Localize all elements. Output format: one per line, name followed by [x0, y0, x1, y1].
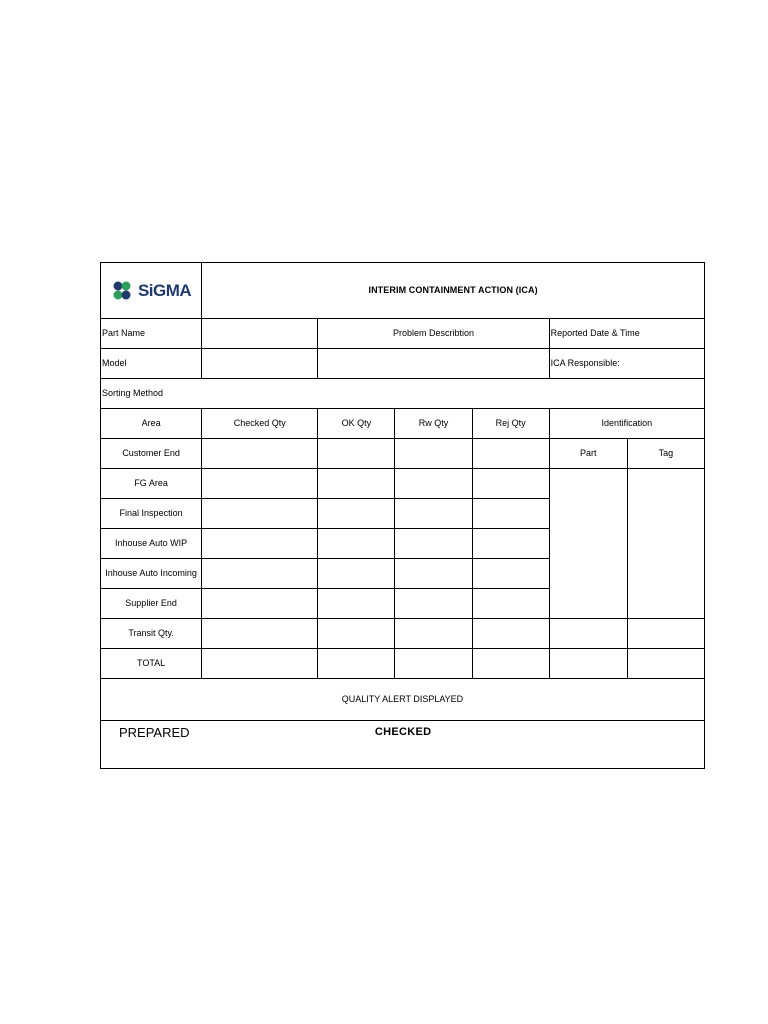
sorting-method-label: Sorting Method [101, 379, 705, 409]
cell[interactable] [318, 589, 395, 619]
row-label: Final Inspection [101, 499, 202, 529]
logo-cell [101, 263, 202, 319]
form-title: INTERIM CONTAINMENT ACTION (ICA) [202, 263, 705, 319]
prepared-label [101, 721, 318, 769]
cell[interactable] [318, 469, 395, 499]
row-label: Customer End [101, 439, 202, 469]
cell[interactable] [202, 529, 318, 559]
sigma-logo [102, 280, 200, 302]
cell[interactable] [318, 499, 395, 529]
reported-date-label: Reported Date & Time [549, 319, 704, 349]
sigma-logo-icon [111, 280, 133, 302]
cell[interactable] [472, 619, 549, 649]
checked-text: CHECKED [374, 726, 432, 738]
cell[interactable] [472, 529, 549, 559]
cell[interactable] [395, 469, 472, 499]
cell[interactable] [472, 439, 549, 469]
problem-description-field[interactable] [318, 349, 549, 379]
model-label: Model [101, 349, 202, 379]
cell[interactable] [395, 499, 472, 529]
prepared-text: PREPARED [119, 725, 190, 740]
cell[interactable] [472, 649, 549, 679]
table-row [101, 469, 705, 499]
identification-tag-cell[interactable] [627, 469, 704, 619]
cell[interactable] [202, 499, 318, 529]
cell[interactable] [472, 469, 549, 499]
row-label: Supplier End [101, 589, 202, 619]
cell[interactable] [318, 649, 395, 679]
table-header-row [101, 409, 705, 439]
cell[interactable] [202, 469, 318, 499]
cell[interactable] [472, 499, 549, 529]
problem-description-label: Problem Describtion [318, 319, 549, 349]
cell[interactable] [395, 649, 472, 679]
cell[interactable] [202, 559, 318, 589]
cell[interactable] [549, 649, 627, 679]
cell[interactable] [395, 529, 472, 559]
cell[interactable] [627, 619, 704, 649]
col-identification-part: Part [549, 439, 627, 469]
row-label: TOTAL [101, 649, 202, 679]
col-identification-tag: Tag [627, 439, 704, 469]
cell[interactable] [395, 619, 472, 649]
table-row [101, 439, 705, 469]
ica-form [100, 262, 705, 769]
cell[interactable] [202, 649, 318, 679]
model-field[interactable] [202, 349, 318, 379]
cell[interactable] [549, 619, 627, 649]
table-row [101, 619, 705, 649]
identification-part-cell[interactable] [549, 469, 627, 619]
cell[interactable] [318, 559, 395, 589]
row-label: Inhouse Auto WIP [101, 529, 202, 559]
cell[interactable] [318, 619, 395, 649]
col-checked-qty: Checked Qty [202, 409, 318, 439]
cell[interactable] [318, 529, 395, 559]
row-label: FG Area [101, 469, 202, 499]
col-identification: Identification [549, 409, 704, 439]
logo-text: SiGMA [137, 281, 192, 300]
col-rej-qty: Rej Qty [472, 409, 549, 439]
cell[interactable] [395, 439, 472, 469]
cell[interactable] [202, 589, 318, 619]
table-row [101, 649, 705, 679]
cell[interactable] [202, 619, 318, 649]
cell[interactable] [395, 589, 472, 619]
cell[interactable] [627, 649, 704, 679]
row-label: Inhouse Auto Incoming [101, 559, 202, 589]
cell[interactable] [318, 439, 395, 469]
col-ok-qty: OK Qty [318, 409, 395, 439]
cell[interactable] [395, 559, 472, 589]
cell[interactable] [202, 439, 318, 469]
part-name-label: Part Name [101, 319, 202, 349]
cell[interactable] [472, 559, 549, 589]
col-rw-qty: Rw Qty [395, 409, 472, 439]
row-label: Transit Qty. [101, 619, 202, 649]
checked-label [318, 721, 705, 769]
col-area: Area [101, 409, 202, 439]
ica-responsible-label: ICA Responsible: [549, 349, 704, 379]
quality-alert-label: QUALITY ALERT DISPLAYED [101, 679, 705, 721]
cell[interactable] [472, 589, 549, 619]
part-name-field[interactable] [202, 319, 318, 349]
